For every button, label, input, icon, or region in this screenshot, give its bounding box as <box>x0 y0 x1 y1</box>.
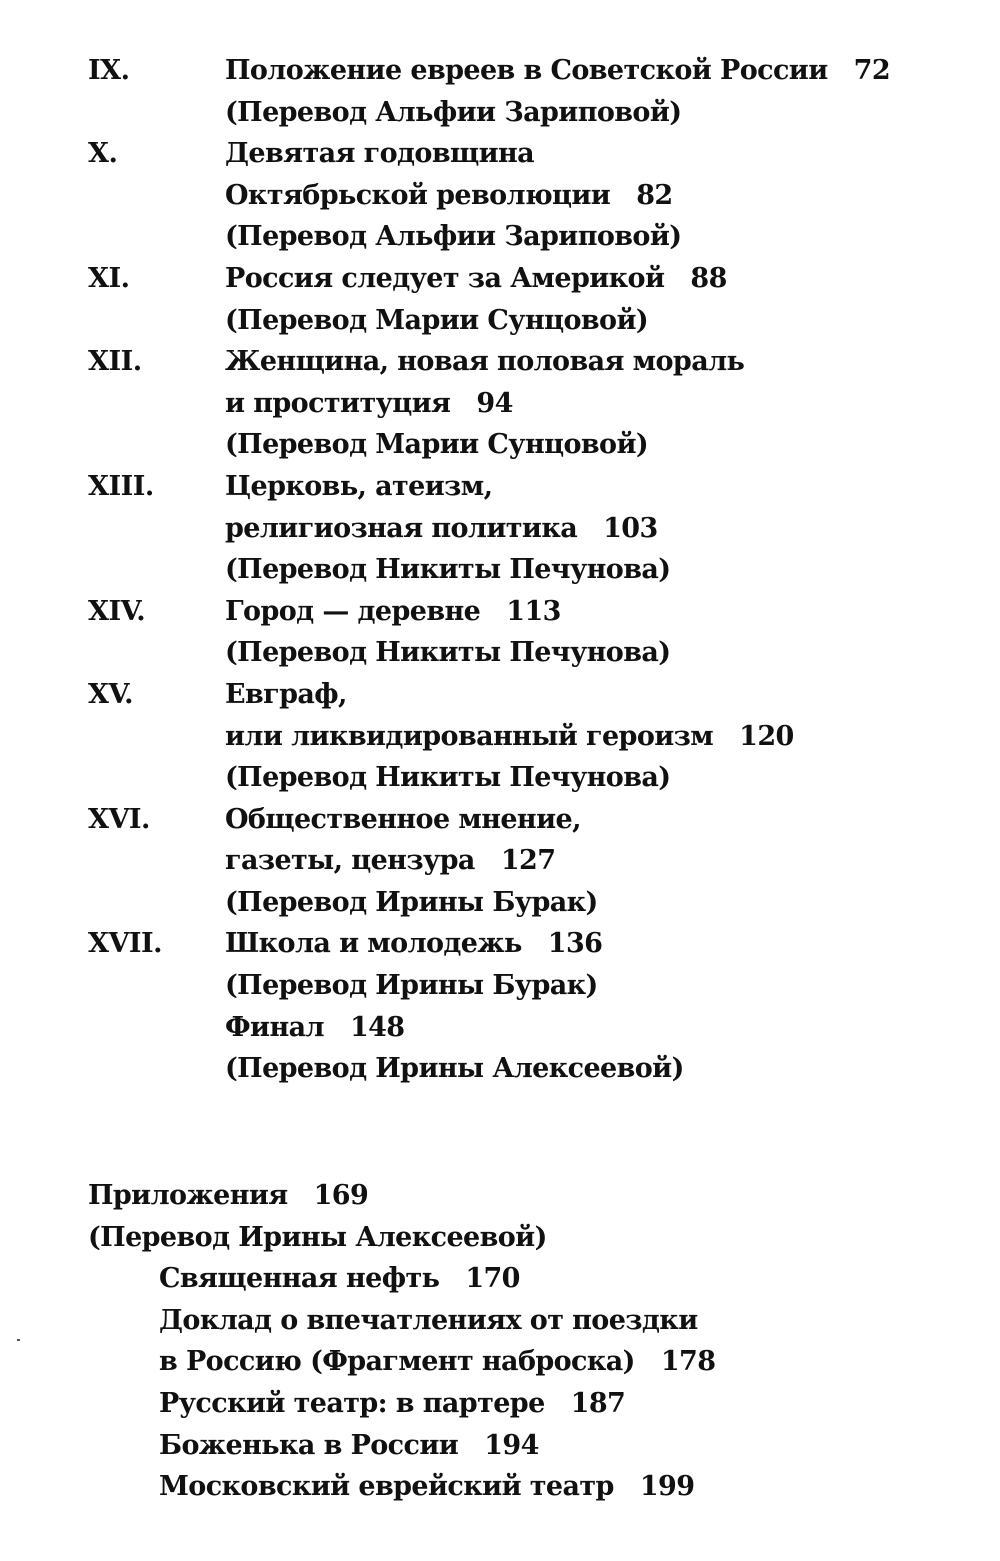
page-number: 94 <box>476 387 513 419</box>
entry-line <box>225 133 968 175</box>
entry-body <box>225 923 968 1089</box>
entry-line <box>225 383 968 425</box>
table-of-contents <box>88 50 968 1090</box>
entry-line <box>225 549 968 591</box>
entry-line <box>225 216 968 258</box>
appendix-title: Приложения <box>88 1180 288 1211</box>
appendix-item <box>159 1341 968 1383</box>
entry-body <box>225 591 968 674</box>
entry-text: Церковь, атеизм, <box>225 470 493 502</box>
entry-line <box>225 591 968 633</box>
entry-body <box>225 133 968 258</box>
page-number: 178 <box>660 1346 716 1378</box>
chapter-number: XVI. <box>88 803 150 835</box>
entry-line <box>225 923 968 965</box>
entry-text: (Перевод Альфии Зариповой) <box>225 96 682 128</box>
entry-body <box>225 799 968 924</box>
chapter-number: IX. <box>88 55 130 86</box>
page-number: 88 <box>690 262 727 294</box>
entry-text: (Перевод Альфии Зариповой) <box>225 221 682 253</box>
appendix-translator: (Перевод Ирины Алексеевой) <box>88 1221 547 1253</box>
entry-line <box>225 757 968 799</box>
appendix-item-text: Русский театр: в партере <box>159 1387 545 1419</box>
page-number: 120 <box>739 720 794 752</box>
entry-line <box>225 1007 968 1049</box>
page-number: 113 <box>506 595 561 627</box>
entry-body <box>225 674 968 799</box>
chapter-number: XVII. <box>88 928 163 960</box>
page-number: 82 <box>636 179 673 211</box>
entry-text: Школа и молодежь <box>225 928 522 960</box>
chapter-number: XV. <box>88 678 134 710</box>
toc-entry <box>88 258 968 341</box>
entry-text: (Перевод Никиты Печунова) <box>225 554 671 586</box>
entry-text: Финал <box>225 1011 324 1043</box>
chapter-number: X. <box>88 138 118 170</box>
appendix-item <box>159 1258 968 1300</box>
print-speck <box>17 1339 20 1341</box>
entry-line <box>225 341 968 383</box>
appendix-item <box>159 1300 968 1342</box>
entry-text: Девятая годовщина <box>225 138 535 170</box>
entry-body <box>225 341 968 466</box>
entry-line <box>225 799 968 841</box>
entry-text: (Перевод Ирины Бурак) <box>225 970 598 1002</box>
entry-line <box>225 92 968 134</box>
page-number: 148 <box>349 1011 405 1043</box>
entry-line <box>225 882 968 924</box>
entry-line <box>225 840 968 882</box>
appendix-item-text: Доклад о впечатлениях от поездки <box>159 1304 698 1336</box>
entry-text: газеты, цензура <box>225 845 475 877</box>
page-number: 127 <box>500 845 556 877</box>
appendix-item-text: Боженька в России <box>159 1429 459 1461</box>
toc-entry <box>88 923 968 1089</box>
appendix-item <box>159 1466 968 1508</box>
page-number: 103 <box>603 512 658 544</box>
entry-text: или ликвидированный героизм <box>225 720 714 752</box>
entry-text: (Перевод Марии Сунцовой) <box>225 304 649 336</box>
page-number: 170 <box>465 1263 520 1295</box>
entry-text: Евграф, <box>225 678 347 710</box>
entry-text: Октябрьской революции <box>225 179 611 211</box>
chapter-number: XIV. <box>88 595 146 627</box>
appendix-items <box>159 1258 968 1508</box>
toc-entry <box>88 50 968 133</box>
entry-text: Положение евреев в Советской России <box>225 55 828 86</box>
appendix-section <box>88 1175 968 1508</box>
appendix-item-text: Священная нефть <box>159 1263 440 1295</box>
entry-text: религиозная политика <box>225 512 578 544</box>
entry-text: (Перевод Марии Сунцовой) <box>225 429 649 461</box>
appendix-item <box>159 1425 968 1467</box>
toc-entry <box>88 341 968 466</box>
entry-line <box>225 632 968 674</box>
chapter-number: XIII. <box>88 470 154 502</box>
entry-text: Общественное мнение, <box>225 803 581 835</box>
entry-line <box>225 50 968 92</box>
entry-text: Город — деревне <box>225 595 481 627</box>
appendix-item-text: Московский еврейский театр <box>159 1471 614 1503</box>
page-number: 199 <box>639 1471 695 1503</box>
page-number: 136 <box>547 928 603 960</box>
toc-entry <box>88 799 968 924</box>
entry-text: (Перевод Никиты Печунова) <box>225 637 671 669</box>
entry-text: (Перевод Ирины Бурак) <box>225 886 598 918</box>
entry-text: и проституция <box>225 387 451 419</box>
entry-line <box>225 466 968 508</box>
toc-entry <box>88 591 968 674</box>
entry-line <box>225 716 968 758</box>
toc-entry <box>88 133 968 258</box>
appendix-page-number: 169 <box>313 1180 369 1211</box>
entry-body <box>225 50 968 133</box>
appendix-heading <box>88 1175 968 1217</box>
entry-line <box>225 965 968 1007</box>
page-number: 194 <box>484 1429 539 1461</box>
entry-line <box>225 258 968 300</box>
entry-line <box>225 508 968 550</box>
entry-line <box>225 424 968 466</box>
entry-line <box>225 175 968 217</box>
entry-line <box>225 1048 968 1090</box>
toc-entry <box>88 674 968 799</box>
page-number: 72 <box>853 55 891 86</box>
chapter-number: XI. <box>88 262 130 294</box>
chapter-number: XII. <box>88 346 142 378</box>
entry-text: (Перевод Ирины Алексеевой) <box>225 1053 684 1085</box>
entry-body <box>225 258 968 341</box>
appendix-item-text: в Россию (Фрагмент наброска) <box>159 1346 635 1378</box>
entry-text: (Перевод Никиты Печунова) <box>225 762 671 794</box>
entry-body <box>225 466 968 591</box>
appendix-item <box>159 1383 968 1425</box>
entry-line <box>225 300 968 342</box>
page-number: 187 <box>570 1387 626 1419</box>
toc-entry <box>88 466 968 591</box>
entry-text: Женщина, новая половая мораль <box>225 346 745 378</box>
entry-line <box>225 674 968 716</box>
entry-text: Россия следует за Америкой <box>225 262 665 294</box>
